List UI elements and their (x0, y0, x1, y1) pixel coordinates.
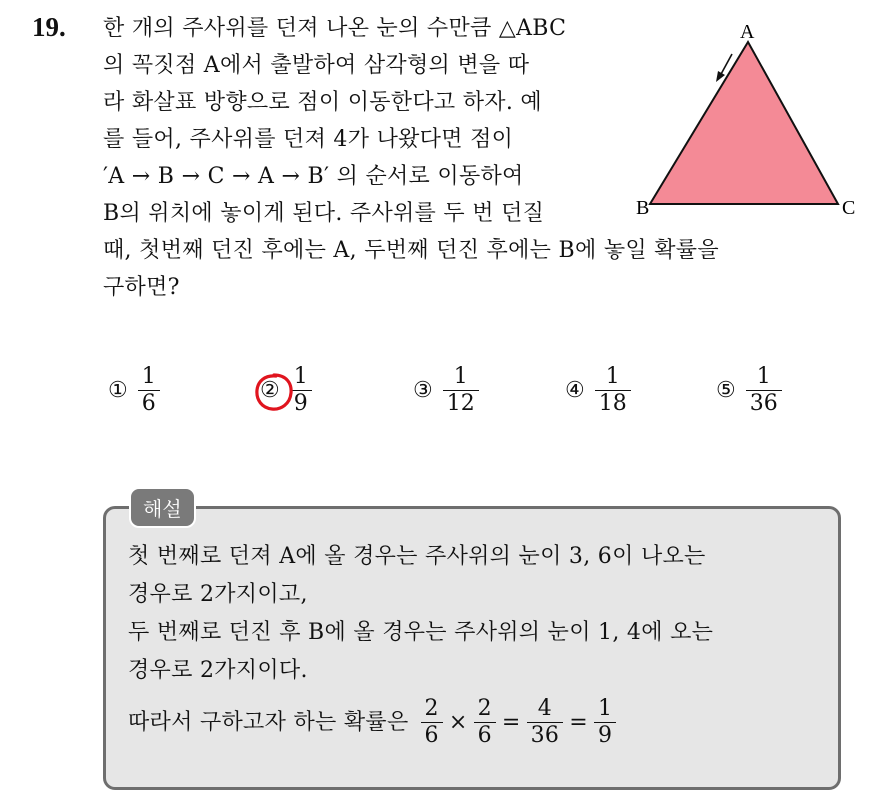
final-fraction-1: $\frac{2}{6}$ (421, 696, 443, 749)
equals-sign: = (501, 709, 521, 735)
choice-mark: ③ (413, 377, 433, 403)
choice-fraction (138, 364, 160, 417)
equals-sign: = (569, 709, 588, 735)
numerator: 1 (605, 363, 620, 389)
choice-fraction (746, 364, 782, 417)
choice-fraction (443, 364, 479, 417)
choice-3[interactable] (413, 355, 479, 425)
times-sign: × (448, 709, 468, 735)
solution-line: 경우로 2가지이고, (128, 582, 308, 607)
question-number: 19. (32, 12, 66, 42)
final-prefix: 따라서 구하고자 하는 확률은 (128, 709, 409, 735)
solution-line: 경우로 2가지이다. (128, 658, 308, 683)
numerator: 1 (293, 363, 308, 389)
question-line: 때, 첫번째 던진 후에는 A, 두번째 던진 후에는 B에 놓일 확률을 (103, 238, 719, 263)
denominator: 6 (138, 390, 160, 417)
numerator: 1 (453, 363, 468, 389)
denominator: 9 (290, 390, 312, 417)
question-line: 의 꼭짓점 A에서 출발하여 삼각형의 변을 따 (103, 53, 530, 78)
solution-final-line (128, 696, 713, 749)
choice-mark: ⑤ (716, 377, 736, 403)
solution-line: 두 번째로 던진 후 B에 올 경우는 주사위의 눈이 1, 4에 오는 (128, 620, 714, 645)
final-fraction-2: $\frac{2}{6}$ (474, 696, 496, 749)
selected-mark-icon (252, 370, 296, 414)
denominator: 18 (595, 390, 631, 417)
choice-mark: ④ (565, 377, 585, 403)
numerator: 1 (756, 363, 771, 389)
vertex-label-b: B (636, 197, 650, 219)
question-line: 한 개의 주사위를 던져 나온 눈의 수만큼 △ABC (103, 16, 567, 41)
triangle-figure (636, 22, 864, 222)
question-line: 를 들어, 주사위를 던져 4가 나왔다면 점이 (103, 127, 514, 152)
answer-choices (108, 355, 808, 425)
solution-tab: 해설 (129, 487, 196, 528)
numerator: 1 (141, 363, 156, 389)
solution-line: 첫 번째로 던져 A에 올 경우는 주사위의 눈이 3, 6이 나오는 (128, 544, 706, 569)
denominator: 36 (746, 390, 782, 417)
choice-mark: ② (260, 378, 280, 403)
choice-fraction (595, 364, 631, 417)
triangle-shape (650, 42, 838, 204)
vertex-label-c: C (842, 197, 856, 219)
final-fraction-4: $\frac{1}{9}$ (594, 696, 616, 749)
solution-text (128, 538, 713, 749)
question-line: 구하면? (103, 275, 180, 300)
question-line: B의 위치에 놓이게 된다. 주사위를 두 번 던질 (103, 201, 545, 226)
choice-1[interactable] (108, 355, 160, 425)
choice-mark: ① (108, 377, 128, 403)
question-line: 라 화살표 방향으로 점이 이동한다고 하자. 예 (103, 90, 542, 115)
final-fraction-3: $\frac{4}{36}$ (527, 696, 564, 749)
choice-2[interactable] (260, 355, 312, 425)
denominator: 12 (443, 390, 479, 417)
vertex-label-a: A (740, 22, 755, 43)
question-line: ′A → B → C → A → B′ 의 순서로 이동하여 (103, 164, 524, 189)
choice-4[interactable] (565, 355, 631, 425)
choice-5[interactable] (716, 355, 782, 425)
